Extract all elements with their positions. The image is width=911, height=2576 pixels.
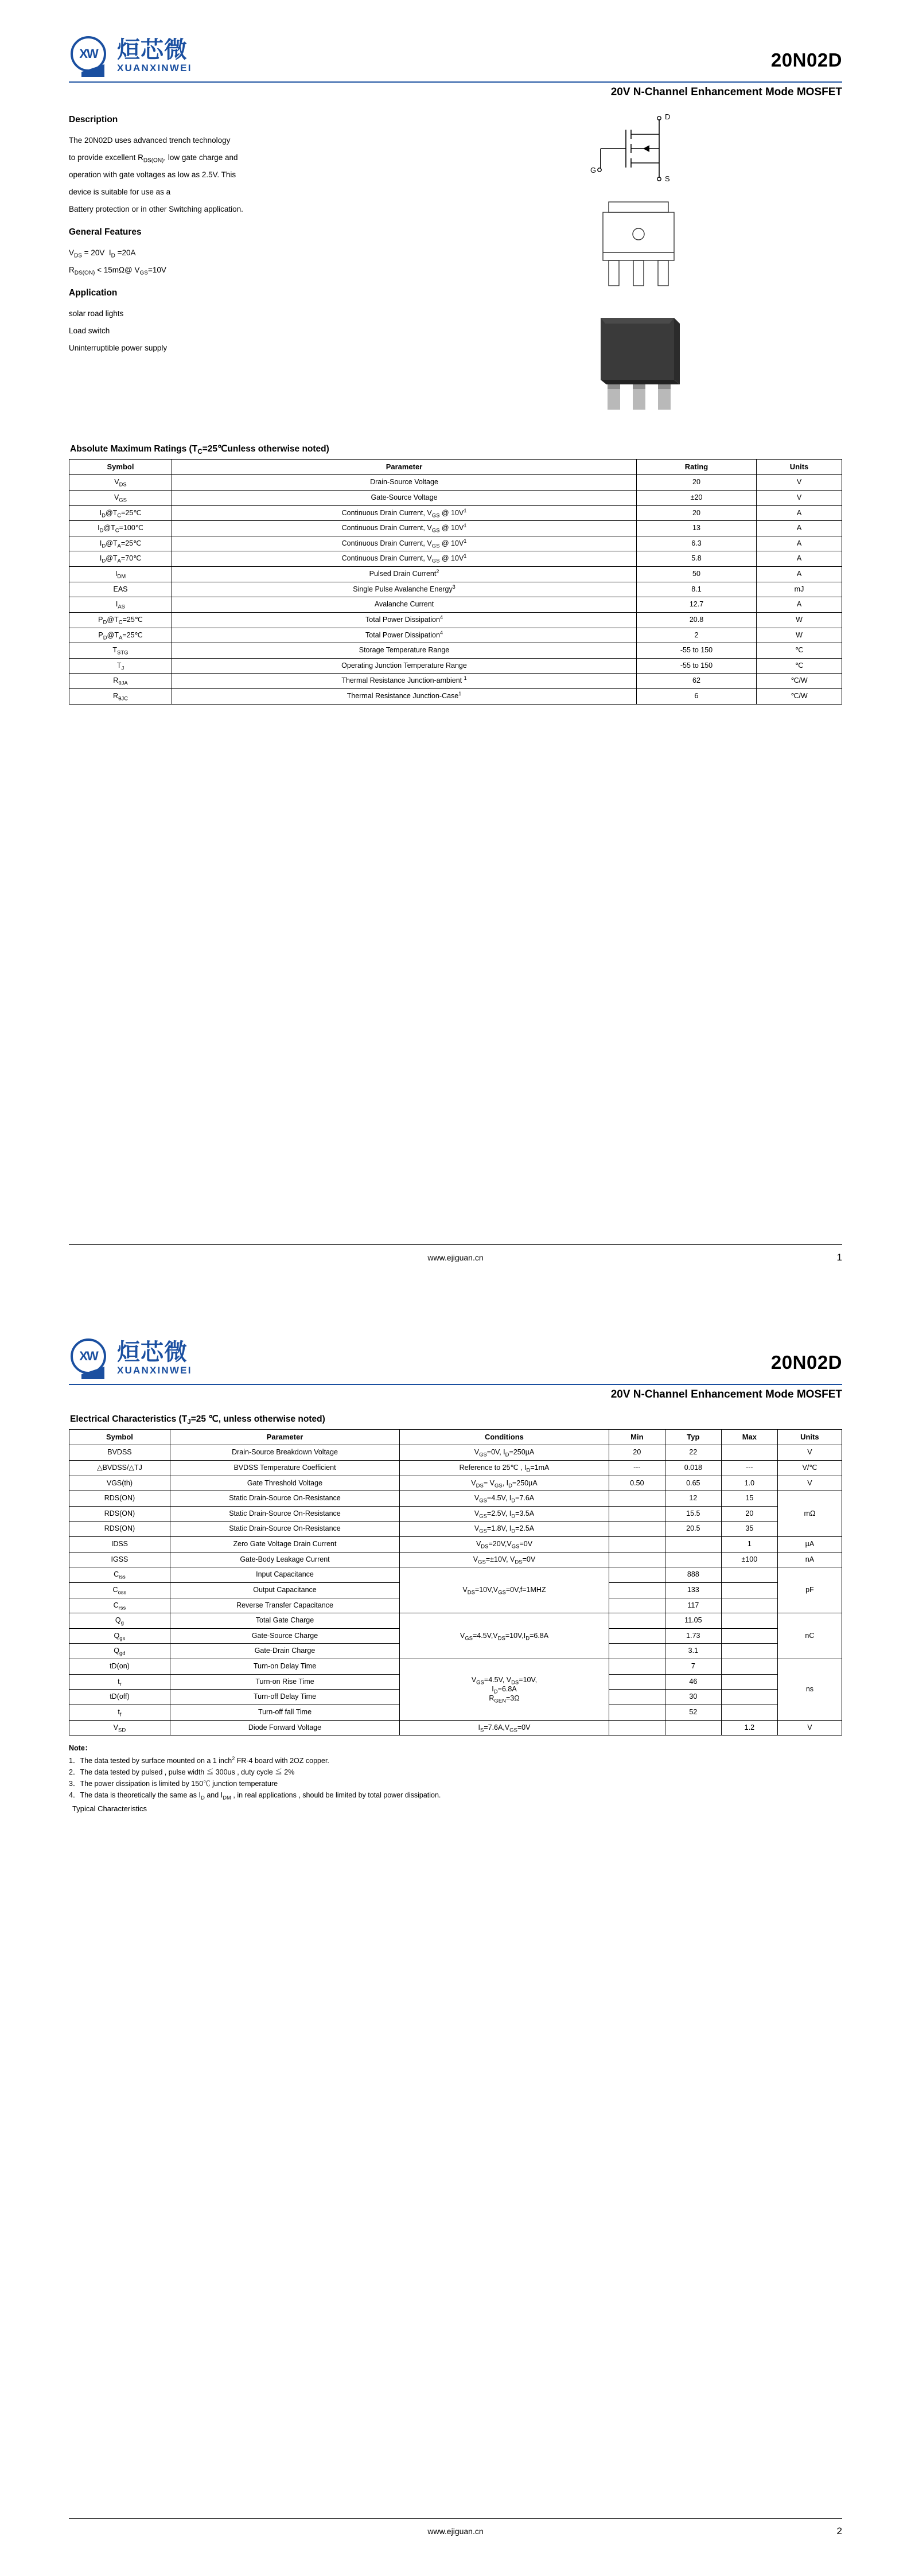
symbol-label-s: S bbox=[665, 174, 670, 183]
cell-conditions: Reference to 25℃ , $I_D=1mA$ bbox=[400, 1460, 609, 1476]
cell-typ bbox=[665, 1552, 721, 1567]
cell-units: V bbox=[757, 475, 842, 491]
cell-conditions: $V_{GS}=4.5V,V_{DS}=10V,I_D=6.8A$ bbox=[400, 1613, 609, 1659]
cell-units: V/℃ bbox=[777, 1460, 842, 1476]
cell-conditions: $V_{DS}= V_{GS}$, $I_D=250\mu A$ bbox=[400, 1476, 609, 1491]
description-line: operation with gate voltages as low as 2.5V. This bbox=[69, 170, 236, 179]
note-item: 2．The data tested by pulsed , pulse width ≦ 300us , duty cycle ≦ 2% bbox=[69, 1768, 295, 1777]
cell-conditions: $V_{GS}=0V$, $I_D=250\mu A$ bbox=[400, 1445, 609, 1461]
page-number: 1 bbox=[836, 1252, 842, 1263]
notes-block bbox=[69, 1742, 842, 1815]
cell-symbol: RDS(ON) bbox=[69, 1491, 170, 1507]
cell-typ: 1.73 bbox=[665, 1628, 721, 1644]
cell-parameter: Reverse Transfer Capacitance bbox=[170, 1598, 399, 1613]
mosfet-symbol-icon bbox=[573, 111, 705, 192]
cell-symbol: IDSS bbox=[69, 1537, 170, 1552]
cell-min bbox=[609, 1491, 665, 1507]
cell-parameter: Gate-Source Voltage bbox=[172, 490, 637, 505]
cell-units: ℃ bbox=[757, 643, 842, 659]
cell-min bbox=[609, 1659, 665, 1675]
cell-units: A bbox=[757, 551, 842, 567]
page-1-footer bbox=[69, 1244, 842, 1262]
cell-rating: 2 bbox=[637, 628, 757, 643]
cell-typ: 0.65 bbox=[665, 1476, 721, 1491]
cell-max bbox=[721, 1690, 777, 1705]
cell-symbol: $C_{rss}$ bbox=[69, 1598, 170, 1613]
cell-typ bbox=[665, 1720, 721, 1736]
cell-typ: 12 bbox=[665, 1491, 721, 1507]
logo-mark-icon bbox=[69, 34, 111, 77]
cell-conditions: $V_{GS}=\pm 10V$, $V_{DS}=0V$ bbox=[400, 1552, 609, 1567]
cell-min bbox=[609, 1537, 665, 1552]
table-row bbox=[69, 582, 842, 597]
cell-conditions: $V_{GS}=4.5V$, $I_D=7.6A$ bbox=[400, 1491, 609, 1507]
cell-units: A bbox=[757, 505, 842, 521]
general-features-line: $V_{DS} = 20V$ $I_D =20A$ bbox=[69, 248, 136, 259]
cell-min: --- bbox=[609, 1460, 665, 1476]
document-subtitle: 20V N-Channel Enhancement Mode MOSFET bbox=[610, 1388, 842, 1400]
cell-max bbox=[721, 1659, 777, 1675]
col-units: Units bbox=[757, 460, 842, 475]
graphics-column bbox=[436, 111, 842, 429]
cell-typ: 30 bbox=[665, 1690, 721, 1705]
cell-min: 0.50 bbox=[609, 1476, 665, 1491]
part-number: 20N02D bbox=[770, 1352, 842, 1373]
cell-rating: ±20 bbox=[637, 490, 757, 505]
cell-min bbox=[609, 1628, 665, 1644]
col-parameter: Parameter bbox=[172, 460, 637, 475]
cell-units: ℃/W bbox=[757, 674, 842, 689]
cell-min: 20 bbox=[609, 1445, 665, 1461]
cell-min bbox=[609, 1567, 665, 1583]
cell-typ: 117 bbox=[665, 1598, 721, 1613]
table-row bbox=[69, 1567, 842, 1583]
cell-parameter: Thermal Resistance Junction-ambient $^1$ bbox=[172, 674, 637, 689]
cell-parameter: Continuous Drain Current, $V_{GS}$ @ $10V^1$ bbox=[172, 536, 637, 551]
table-row bbox=[69, 1445, 842, 1461]
table-header-row bbox=[69, 460, 842, 475]
table-row bbox=[69, 551, 842, 567]
cell-rating: 50 bbox=[637, 567, 757, 582]
elec-char-title: Electrical Characteristics ($T_J=25$ ℃, unless otherwise noted) bbox=[70, 1414, 325, 1426]
cell-min bbox=[609, 1522, 665, 1537]
cell-rating: 8.1 bbox=[637, 582, 757, 597]
cell-parameter: Avalanche Current bbox=[172, 597, 637, 613]
logo-mark-text: XW bbox=[79, 46, 98, 61]
cell-min bbox=[609, 1506, 665, 1522]
cell-max: 1.0 bbox=[721, 1476, 777, 1491]
cell-symbol: $t_f$ bbox=[69, 1705, 170, 1720]
table-row bbox=[69, 1476, 842, 1491]
cell-symbol: BVDSS bbox=[69, 1445, 170, 1461]
footer-url: www.ejiguan.cn bbox=[427, 1253, 484, 1262]
cell-conditions: $V_{DS}=20V,V_{GS}=0V$ bbox=[400, 1537, 609, 1552]
cell-parameter: Turn-off fall Time bbox=[170, 1705, 399, 1720]
cell-units: W bbox=[757, 628, 842, 643]
table-row bbox=[69, 674, 842, 689]
cell-rating: 13 bbox=[637, 521, 757, 536]
description-column bbox=[69, 111, 425, 429]
cell-min bbox=[609, 1674, 665, 1690]
cell-rating: 20 bbox=[637, 505, 757, 521]
table-row bbox=[69, 521, 842, 536]
cell-max bbox=[721, 1445, 777, 1461]
cell-typ: 0.018 bbox=[665, 1460, 721, 1476]
cell-parameter: Output Capacitance bbox=[170, 1582, 399, 1598]
table-row bbox=[69, 1613, 842, 1629]
cell-min bbox=[609, 1705, 665, 1720]
cell-units: ℃ bbox=[757, 658, 842, 674]
cell-symbol: $t_r$ bbox=[69, 1674, 170, 1690]
cell-units: V bbox=[757, 490, 842, 505]
cell-units: V bbox=[777, 1445, 842, 1461]
cell-max bbox=[721, 1567, 777, 1583]
table-row bbox=[69, 1552, 842, 1567]
general-features-line: $R_{DS(ON)}$ < 15mΩ@ $V_{GS}=10V$ bbox=[69, 266, 166, 277]
cell-symbol: $C_{oss}$ bbox=[69, 1582, 170, 1598]
cell-max: 15 bbox=[721, 1491, 777, 1507]
col-symbol: Symbol bbox=[69, 460, 172, 475]
cell-parameter: Single Pulse Avalanche Energy$^3$ bbox=[172, 582, 637, 597]
col-conditions: Conditions bbox=[400, 1430, 609, 1445]
cell-parameter: Gate-Source Charge bbox=[170, 1628, 399, 1644]
cell-typ: 22 bbox=[665, 1445, 721, 1461]
cell-units: pF bbox=[777, 1567, 842, 1613]
cell-units: ns bbox=[777, 1659, 842, 1721]
cell-parameter: Total Power Dissipation$^4$ bbox=[172, 612, 637, 628]
logo-mark-icon bbox=[69, 1337, 111, 1379]
table-row bbox=[69, 490, 842, 505]
cell-symbol: $I_D@T_C=25℃$ bbox=[69, 505, 172, 521]
table-row bbox=[69, 643, 842, 659]
table-row bbox=[69, 597, 842, 613]
cell-symbol: $R_{\theta JC}$ bbox=[69, 689, 172, 705]
cell-parameter: Turn-on Rise Time bbox=[170, 1674, 399, 1690]
cell-symbol: $C_{iss}$ bbox=[69, 1567, 170, 1583]
cell-parameter: Drain-Source Voltage bbox=[172, 475, 637, 491]
cell-max bbox=[721, 1598, 777, 1613]
cell-conditions: $V_{GS}=2.5V$, $I_D=3.5A$ bbox=[400, 1506, 609, 1522]
page-2-footer bbox=[69, 2518, 842, 2536]
cell-parameter: Turn-on Delay Time bbox=[170, 1659, 399, 1675]
cell-rating: 20.8 bbox=[637, 612, 757, 628]
cell-symbol: $R_{\theta JA}$ bbox=[69, 674, 172, 689]
cell-parameter: Gate Threshold Voltage bbox=[170, 1476, 399, 1491]
cell-symbol: $I_{AS}$ bbox=[69, 597, 172, 613]
description-line: to provide excellent $R_{DS(ON)}$, low gate charge and bbox=[69, 153, 238, 164]
cell-symbol: IGSS bbox=[69, 1552, 170, 1567]
cell-rating: 6.3 bbox=[637, 536, 757, 551]
cell-max bbox=[721, 1582, 777, 1598]
table-row bbox=[69, 1460, 842, 1476]
note-item: 3．The power dissipation is limited by 150℃ junction temperature bbox=[69, 1780, 278, 1788]
symbol-label-g: G bbox=[590, 166, 597, 174]
cell-units: nC bbox=[777, 1613, 842, 1659]
electrical-characteristics-table bbox=[69, 1429, 842, 1736]
cell-conditions: $V_{GS}=4.5V$, $V_{DS}=10V$, $I_D=6.8A$ $R_{GEN}=3\Omega$ bbox=[400, 1659, 609, 1721]
cell-units: V bbox=[777, 1720, 842, 1736]
absolute-maximum-ratings-table bbox=[69, 459, 842, 705]
cell-parameter: Zero Gate Voltage Drain Current bbox=[170, 1537, 399, 1552]
table-row bbox=[69, 567, 842, 582]
cell-symbol: $V_{SD}$ bbox=[69, 1720, 170, 1736]
cell-parameter: Storage Temperature Range bbox=[172, 643, 637, 659]
cell-units: µA bbox=[777, 1537, 842, 1552]
package-photo bbox=[573, 311, 705, 429]
page-number: 2 bbox=[836, 2526, 842, 2536]
col-units: Units bbox=[777, 1430, 842, 1445]
cell-typ: 15.5 bbox=[665, 1506, 721, 1522]
part-number: 20N02D bbox=[770, 49, 842, 71]
cell-max bbox=[721, 1674, 777, 1690]
cell-parameter: Thermal Resistance Junction-Case$^1$ bbox=[172, 689, 637, 705]
cell-min bbox=[609, 1613, 665, 1629]
company-logo bbox=[69, 1337, 192, 1379]
cell-max bbox=[721, 1628, 777, 1644]
cell-typ: 20.5 bbox=[665, 1522, 721, 1537]
cell-max bbox=[721, 1705, 777, 1720]
cell-parameter: Drain-Source Breakdown Voltage bbox=[170, 1445, 399, 1461]
cell-parameter: Static Drain-Source On-Resistance bbox=[170, 1506, 399, 1522]
cell-symbol: $Q_g$ bbox=[69, 1613, 170, 1629]
cell-symbol: $Q_{gd}$ bbox=[69, 1644, 170, 1659]
cell-parameter: Gate-Drain Charge bbox=[170, 1644, 399, 1659]
cell-symbol: $V_{GS}$ bbox=[69, 490, 172, 505]
table-row bbox=[69, 628, 842, 643]
cell-rating: 6 bbox=[637, 689, 757, 705]
abs-max-title: Absolute Maximum Ratings ($T_C=25℃unless$ otherwise noted) bbox=[70, 444, 329, 456]
cell-max: --- bbox=[721, 1460, 777, 1476]
cell-units: A bbox=[757, 521, 842, 536]
col-rating: Rating bbox=[637, 460, 757, 475]
cell-symbol: $V_{DS}$ bbox=[69, 475, 172, 491]
application-line: Uninterruptible power supply bbox=[69, 344, 168, 352]
symbol-label-d: D bbox=[665, 112, 671, 121]
cell-conditions: $V_{GS}=1.8V$, $I_D=2.5A$ bbox=[400, 1522, 609, 1537]
cell-typ: 52 bbox=[665, 1705, 721, 1720]
cell-symbol: $T_J$ bbox=[69, 658, 172, 674]
cell-symbol: tD(on) bbox=[69, 1659, 170, 1675]
description-line: device is suitable for use as a bbox=[69, 188, 171, 196]
cell-rating: 12.7 bbox=[637, 597, 757, 613]
cell-min bbox=[609, 1644, 665, 1659]
company-name-en: XUANXINWEI bbox=[117, 63, 192, 74]
table-row bbox=[69, 658, 842, 674]
cell-units: ℃/W bbox=[757, 689, 842, 705]
cell-parameter: Continuous Drain Current, $V_{GS}$ @ $10V^1$ bbox=[172, 551, 637, 567]
cell-typ bbox=[665, 1537, 721, 1552]
cell-rating: -55 to 150 bbox=[637, 658, 757, 674]
cell-units: A bbox=[757, 567, 842, 582]
company-name-cn: 烜芯微 bbox=[117, 1339, 188, 1366]
description-line: Battery protection or in other Switching application. bbox=[69, 205, 243, 213]
cell-symbol: $P_D@T_C=25℃$ bbox=[69, 612, 172, 628]
cell-symbol: △BVDSS/△TJ bbox=[69, 1460, 170, 1476]
cell-symbol: $Q_{gs}$ bbox=[69, 1628, 170, 1644]
document-header bbox=[69, 34, 842, 80]
header-divider bbox=[69, 1384, 842, 1385]
table-row bbox=[69, 1522, 842, 1537]
table-row bbox=[69, 1506, 842, 1522]
application-heading: Application bbox=[69, 288, 118, 298]
document-header bbox=[69, 1337, 842, 1383]
cell-typ: 133 bbox=[665, 1582, 721, 1598]
cell-parameter: Static Drain-Source On-Resistance bbox=[170, 1522, 399, 1537]
cell-parameter: Input Capacitance bbox=[170, 1567, 399, 1583]
general-features-heading: General Features bbox=[69, 227, 142, 237]
table-header-row bbox=[69, 1430, 842, 1445]
cell-rating: -55 to 150 bbox=[637, 643, 757, 659]
cell-parameter: BVDSS Temperature Coefficient bbox=[170, 1460, 399, 1476]
company-name-en: XUANXINWEI bbox=[117, 1365, 192, 1376]
package-outline-drawing bbox=[573, 197, 705, 301]
cell-min bbox=[609, 1720, 665, 1736]
notes-heading: Note： bbox=[69, 1744, 92, 1753]
cell-parameter: Static Drain-Source On-Resistance bbox=[170, 1491, 399, 1507]
document-subtitle: 20V N-Channel Enhancement Mode MOSFET bbox=[610, 86, 842, 98]
cell-parameter: Operating Junction Temperature Range bbox=[172, 658, 637, 674]
cell-rating: 5.8 bbox=[637, 551, 757, 567]
cell-units: W bbox=[757, 612, 842, 628]
table-row bbox=[69, 536, 842, 551]
application-line: Load switch bbox=[69, 326, 110, 335]
company-name-cn: 烜芯微 bbox=[117, 37, 188, 64]
description-line: The 20N02D uses advanced trench technology bbox=[69, 136, 231, 145]
cell-symbol: VGS(th) bbox=[69, 1476, 170, 1491]
cell-max: 35 bbox=[721, 1522, 777, 1537]
table-row bbox=[69, 689, 842, 705]
cell-symbol: RDS(ON) bbox=[69, 1506, 170, 1522]
cell-parameter: Pulsed Drain Current$^2$ bbox=[172, 567, 637, 582]
cell-symbol: $T_{STG}$ bbox=[69, 643, 172, 659]
cell-min bbox=[609, 1690, 665, 1705]
table-row bbox=[69, 1659, 842, 1675]
cell-max: ±100 bbox=[721, 1552, 777, 1567]
table-row bbox=[69, 1537, 842, 1552]
cell-symbol: RDS(ON) bbox=[69, 1522, 170, 1537]
cell-units: V bbox=[777, 1476, 842, 1491]
cell-rating: 20 bbox=[637, 475, 757, 491]
cell-parameter: Continuous Drain Current, $V_{GS}$ @ $10V^1$ bbox=[172, 505, 637, 521]
cell-parameter: Gate-Body Leakage Current bbox=[170, 1552, 399, 1567]
cell-parameter: Continuous Drain Current, $V_{GS}$ @ $10V^1$ bbox=[172, 521, 637, 536]
cell-parameter: Total Gate Charge bbox=[170, 1613, 399, 1629]
cell-symbol: $I_D@T_C=100℃$ bbox=[69, 521, 172, 536]
cell-units: A bbox=[757, 597, 842, 613]
cell-max: 1 bbox=[721, 1537, 777, 1552]
cell-max: 20 bbox=[721, 1506, 777, 1522]
col-parameter: Parameter bbox=[170, 1430, 399, 1445]
cell-parameter: Total Power Dissipation$^4$ bbox=[172, 628, 637, 643]
table-row bbox=[69, 1720, 842, 1736]
cell-units: mΩ bbox=[777, 1491, 842, 1537]
note-item: 4．The data is theoretically the same as $I_D$ and $I_{DM}$ , in real applications , should be limited by total power dissipation. bbox=[69, 1791, 441, 1801]
logo-mark-text: XW bbox=[79, 1349, 98, 1363]
cell-max bbox=[721, 1613, 777, 1629]
cell-units: mJ bbox=[757, 582, 842, 597]
col-min: Min bbox=[609, 1430, 665, 1445]
cell-conditions: $V_{DS}=10V,V_{GS}=0V,f=1MHZ$ bbox=[400, 1567, 609, 1613]
cell-max: 1.2 bbox=[721, 1720, 777, 1736]
page-2 bbox=[0, 1302, 911, 2576]
cell-symbol: EAS bbox=[69, 582, 172, 597]
cell-min bbox=[609, 1598, 665, 1613]
cell-symbol: $I_D@T_A=70℃$ bbox=[69, 551, 172, 567]
note-item: 1．The data tested by surface mounted on a 1 inch$^2$ FR-4 board with 2OZ copper. bbox=[69, 1755, 329, 1765]
cell-typ: 3.1 bbox=[665, 1644, 721, 1659]
cell-symbol: $I_{DM}$ bbox=[69, 567, 172, 582]
table-row bbox=[69, 1491, 842, 1507]
footer-url: www.ejiguan.cn bbox=[427, 2527, 484, 2536]
cell-typ: 7 bbox=[665, 1659, 721, 1675]
cell-min bbox=[609, 1552, 665, 1567]
cell-parameter: Turn-off Delay Time bbox=[170, 1690, 399, 1705]
cell-typ: 11.05 bbox=[665, 1613, 721, 1629]
cell-typ: 46 bbox=[665, 1674, 721, 1690]
application-line: solar road lights bbox=[69, 309, 124, 318]
col-max: Max bbox=[721, 1430, 777, 1445]
table-row bbox=[69, 475, 842, 491]
cell-symbol: tD(off) bbox=[69, 1690, 170, 1705]
company-logo bbox=[69, 34, 192, 77]
cell-units: nA bbox=[777, 1552, 842, 1567]
header-divider bbox=[69, 81, 842, 83]
typical-characteristics-heading: Typical Characteristics bbox=[72, 1804, 147, 1814]
cell-rating: 62 bbox=[637, 674, 757, 689]
table-row bbox=[69, 505, 842, 521]
cell-conditions: $I_S=7.6A,V_{GS}=0V$ bbox=[400, 1720, 609, 1736]
cell-min bbox=[609, 1582, 665, 1598]
description-heading: Description bbox=[69, 115, 118, 124]
cell-symbol: $P_D@T_A=25℃$ bbox=[69, 628, 172, 643]
cell-typ: 888 bbox=[665, 1567, 721, 1583]
cell-symbol: $I_D@T_A=25℃$ bbox=[69, 536, 172, 551]
cell-parameter: Diode Forward Voltage bbox=[170, 1720, 399, 1736]
col-typ: Typ bbox=[665, 1430, 721, 1445]
cell-max bbox=[721, 1644, 777, 1659]
table-row bbox=[69, 612, 842, 628]
cell-units: A bbox=[757, 536, 842, 551]
col-symbol: Symbol bbox=[69, 1430, 170, 1445]
